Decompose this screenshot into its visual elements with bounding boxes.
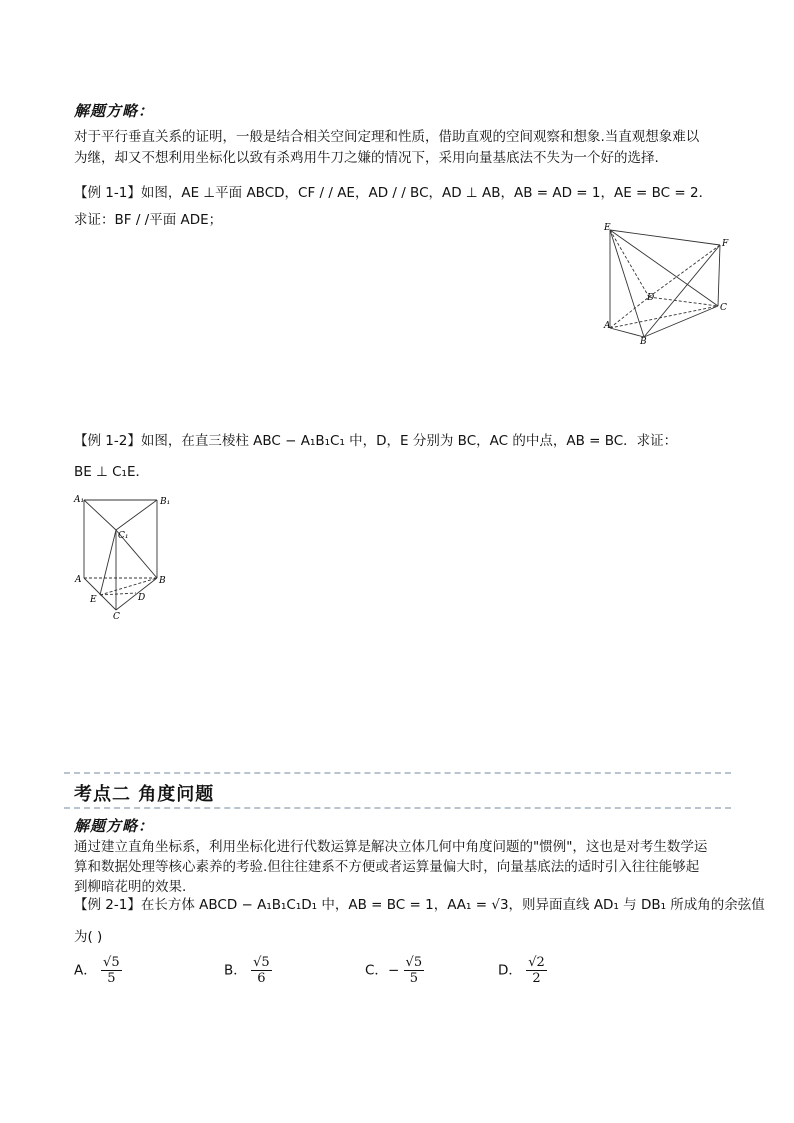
example-2-1-answer-blank: 为( ) <box>74 929 103 945</box>
option-letter: D． <box>498 962 522 979</box>
label-F: F <box>722 239 729 249</box>
option-letter: C． <box>365 962 388 979</box>
edge-BC <box>644 306 718 337</box>
figure-1-2 <box>70 490 180 620</box>
edge-B1C1 <box>116 500 157 530</box>
example-text: 如图，AE ⊥平面 ABCD，CF / / AE，AD / / BC，AD ⊥ AB，AB = AD = 1，AE = BC = 2． <box>140 185 713 201</box>
example-label: 【例 1-2】 <box>74 433 141 449</box>
figure-1-1 <box>596 220 736 345</box>
example-1-2 <box>74 431 677 451</box>
fraction-numerator: √5 <box>253 955 270 970</box>
fraction-numerator: √5 <box>405 955 423 970</box>
fraction-denominator: 5 <box>107 971 116 986</box>
fraction-denominator: 6 <box>257 971 266 986</box>
strategy-paragraph-line2: 算和数据处理等核心素养的考验.但往往建系不方便或者运算量偏大时，向量基底法的适时引入往往能够起 <box>74 859 700 875</box>
label-B1: B₁ <box>160 497 171 507</box>
example-text: 如图，在直三棱柱 ABC − A₁B₁C₁ 中，D，E 分别为 BC，AC 的中点，AB = BC．求证： <box>140 433 678 449</box>
edge-EB <box>100 578 157 595</box>
fraction-numerator: √2 <box>528 955 545 970</box>
option-c <box>365 955 424 986</box>
edge-AC <box>610 306 718 328</box>
example-label: 【例 2-1】 <box>74 897 141 913</box>
fraction-denominator: 5 <box>409 971 418 986</box>
example-1-1-prove: 求证：BF / /平面 ADE； <box>74 212 223 228</box>
example-1-1 <box>74 183 712 203</box>
edge-C1E <box>100 530 116 595</box>
edge-EC <box>610 230 718 306</box>
option-fraction <box>404 955 425 986</box>
solution-strategy-heading: 解题方略： <box>74 102 155 120</box>
strategy-paragraph-line3: 到柳暗花明的效果. <box>74 879 187 895</box>
edge-AD <box>610 297 649 328</box>
fraction-denominator: 2 <box>532 971 541 986</box>
section-divider-bottom <box>64 807 731 809</box>
solution-strategy-heading: 解题方略： <box>74 817 155 835</box>
option-fraction <box>251 955 272 986</box>
label-C: C <box>113 612 120 620</box>
fraction-numerator: √5 <box>103 955 120 970</box>
label-D: D <box>138 593 146 603</box>
label-A1: A₁ <box>74 495 85 505</box>
edge-EF <box>610 230 720 245</box>
section-title: 考点二 角度问题 <box>74 784 215 805</box>
label-E: E <box>604 223 611 233</box>
option-letter: A． <box>74 962 97 979</box>
strategy-paragraph-line2: 为继，却又不想利用坐标化以致有杀鸡用牛刀之嫌的情况下，采用向量基底法不失为一个好的选择. <box>74 150 659 166</box>
label-A: A <box>604 321 611 331</box>
option-letter: B． <box>224 962 247 979</box>
option-a <box>74 955 122 986</box>
option-b <box>224 955 272 986</box>
option-fraction <box>101 955 122 986</box>
example-2-1 <box>74 895 765 915</box>
edge-A1C1 <box>84 500 116 530</box>
edge-EB <box>610 230 644 337</box>
label-D: D <box>647 293 655 303</box>
label-E: E <box>90 595 97 605</box>
example-1-2-prove: BE ⊥ C₁E． <box>74 464 150 480</box>
edge-FC <box>718 245 720 306</box>
edge-FD <box>649 245 720 297</box>
example-text: 在长方体 ABCD − A₁B₁C₁D₁ 中，AB = BC = 1，AA₁ = √3，则异面直线 AD₁ 与 DB₁ 所成角的余弦值 <box>140 897 765 913</box>
example-label: 【例 1-1】 <box>74 185 141 201</box>
section-divider-top <box>64 772 731 774</box>
label-B: B <box>640 337 647 345</box>
option-d <box>498 955 547 986</box>
label-C1: C₁ <box>118 531 129 541</box>
edge-FB <box>644 245 720 337</box>
label-C: C <box>720 303 727 313</box>
strategy-paragraph-line1: 通过建立直角坐标系，利用坐标化进行代数运算是解决立体几何中角度问题的"惯例"，这也是对考生数学运 <box>74 839 708 855</box>
edge-AB <box>610 328 644 337</box>
label-B: B <box>159 576 166 586</box>
label-A: A <box>75 575 82 585</box>
option-sign: − <box>387 962 400 979</box>
strategy-paragraph-line1: 对于平行垂直关系的证明，一般是结合相关空间定理和性质，借助直观的空间观察和想象.当直观想象难以 <box>74 129 700 145</box>
option-fraction <box>526 955 547 986</box>
edge-ED <box>610 230 649 297</box>
